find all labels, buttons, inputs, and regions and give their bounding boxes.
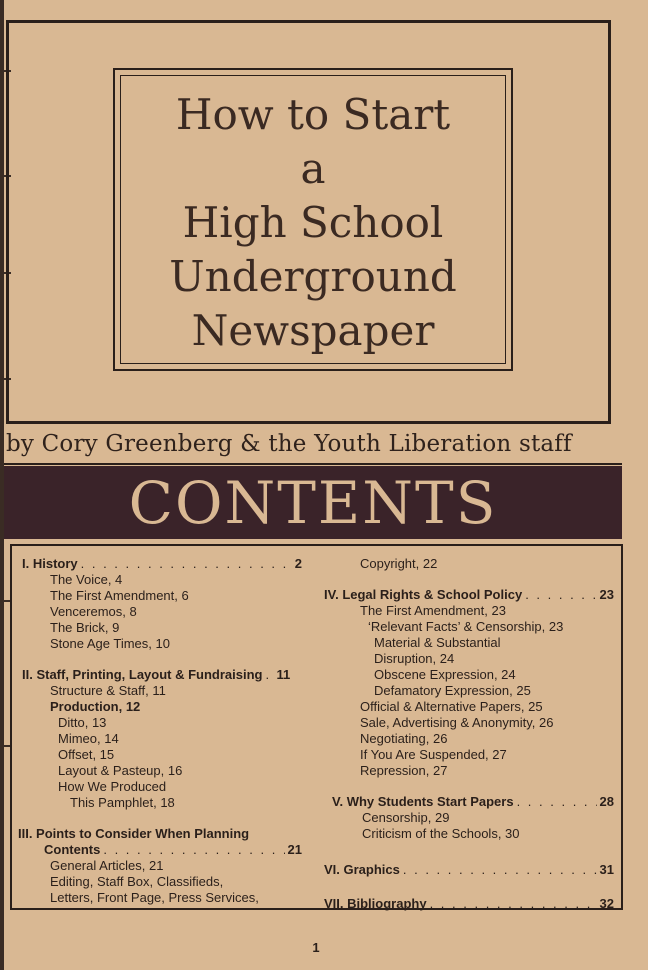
toc-entry[interactable]: Offset, 15	[58, 747, 115, 762]
toc-entry[interactable]: The Brick, 9	[50, 620, 120, 635]
toc-entry[interactable]: How We Produced	[58, 779, 167, 794]
toc-entry[interactable]: Criticism of the Schools, 30	[362, 826, 520, 841]
toc-entry[interactable]: Obscene Expression, 24	[374, 667, 516, 682]
contents-heading: CONTENTS	[128, 469, 498, 537]
toc-entry[interactable]: The First Amendment, 6	[50, 588, 189, 603]
toc-entry[interactable]: Official & Alternative Papers, 25	[360, 699, 543, 714]
title-line: a	[300, 144, 326, 193]
toc-entry[interactable]: If You Are Suspended, 27	[360, 747, 507, 762]
toc-section[interactable]: VII. Bibliography . . . 32	[324, 896, 614, 912]
toc-entry[interactable]: Venceremos, 8	[50, 604, 137, 619]
toc-entry[interactable]: Structure & Staff, 11	[50, 683, 166, 698]
page-number: 1	[312, 940, 320, 955]
toc-entry[interactable]: The Voice, 4	[50, 572, 123, 587]
toc-entry[interactable]: Sale, Advertising & Anonymity, 26	[360, 715, 554, 730]
divider	[4, 463, 622, 465]
toc-entry[interactable]: Copyright, 22	[360, 556, 438, 571]
toc-entry[interactable]: Mimeo, 14	[58, 731, 119, 746]
toc-right-column	[324, 556, 614, 912]
toc-section[interactable]: V. Why Students Start Papers . . . 28	[324, 794, 614, 810]
toc-entry[interactable]: Material & Substantial	[374, 635, 501, 650]
toc-entry[interactable]: General Articles, 21	[50, 858, 164, 873]
toc-entry[interactable]: Negotiating, 26	[360, 731, 448, 746]
toc-section[interactable]: Contents . . . 21	[22, 842, 302, 858]
toc-entry[interactable]: ‘Relevant Facts’ & Censorship, 23	[368, 619, 564, 634]
toc-left-column	[18, 556, 302, 906]
toc-entry[interactable]: This Pamphlet, 18	[70, 795, 175, 810]
toc-entry[interactable]: Layout & Pasteup, 16	[58, 763, 183, 778]
toc-entry[interactable]: Defamatory Expression, 25	[374, 683, 531, 698]
title-line: High School	[182, 198, 444, 247]
toc-entry[interactable]: Editing, Staff Box, Classifieds,	[50, 874, 224, 889]
byline: by Cory Greenberg & the Youth Liberation staff	[6, 431, 572, 457]
contents-banner	[4, 466, 622, 539]
toc-entry[interactable]: Censorship, 29	[362, 810, 450, 825]
toc-entry[interactable]: Disruption, 24	[374, 651, 455, 666]
book-title	[115, 88, 511, 358]
toc-entry[interactable]: Repression, 27	[360, 763, 448, 778]
toc-section[interactable]: IV. Legal Rights & School Policy . . . 23	[324, 587, 614, 603]
toc-entry[interactable]: Production, 12	[50, 699, 141, 714]
title-line: Underground	[169, 252, 457, 301]
title-line: Newspaper	[191, 306, 435, 355]
toc-entry[interactable]: The First Amendment, 23	[360, 603, 506, 618]
toc-section[interactable]: III. Points to Consider When Planning	[18, 826, 250, 841]
toc-section[interactable]: II. Staff, Printing, Layout & Fundraising . . . 11	[22, 667, 302, 683]
toc-entry[interactable]: Stone Age Times, 10	[50, 636, 170, 651]
title-box	[113, 68, 513, 371]
toc-section[interactable]: VI. Graphics . . . 31	[324, 862, 614, 878]
toc-entry[interactable]: Letters, Front Page, Press Services,	[50, 890, 259, 905]
toc-section[interactable]: I. History . . . 2	[22, 556, 302, 572]
toc-entry[interactable]: Ditto, 13	[58, 715, 107, 730]
title-line: How to Start	[175, 90, 451, 139]
